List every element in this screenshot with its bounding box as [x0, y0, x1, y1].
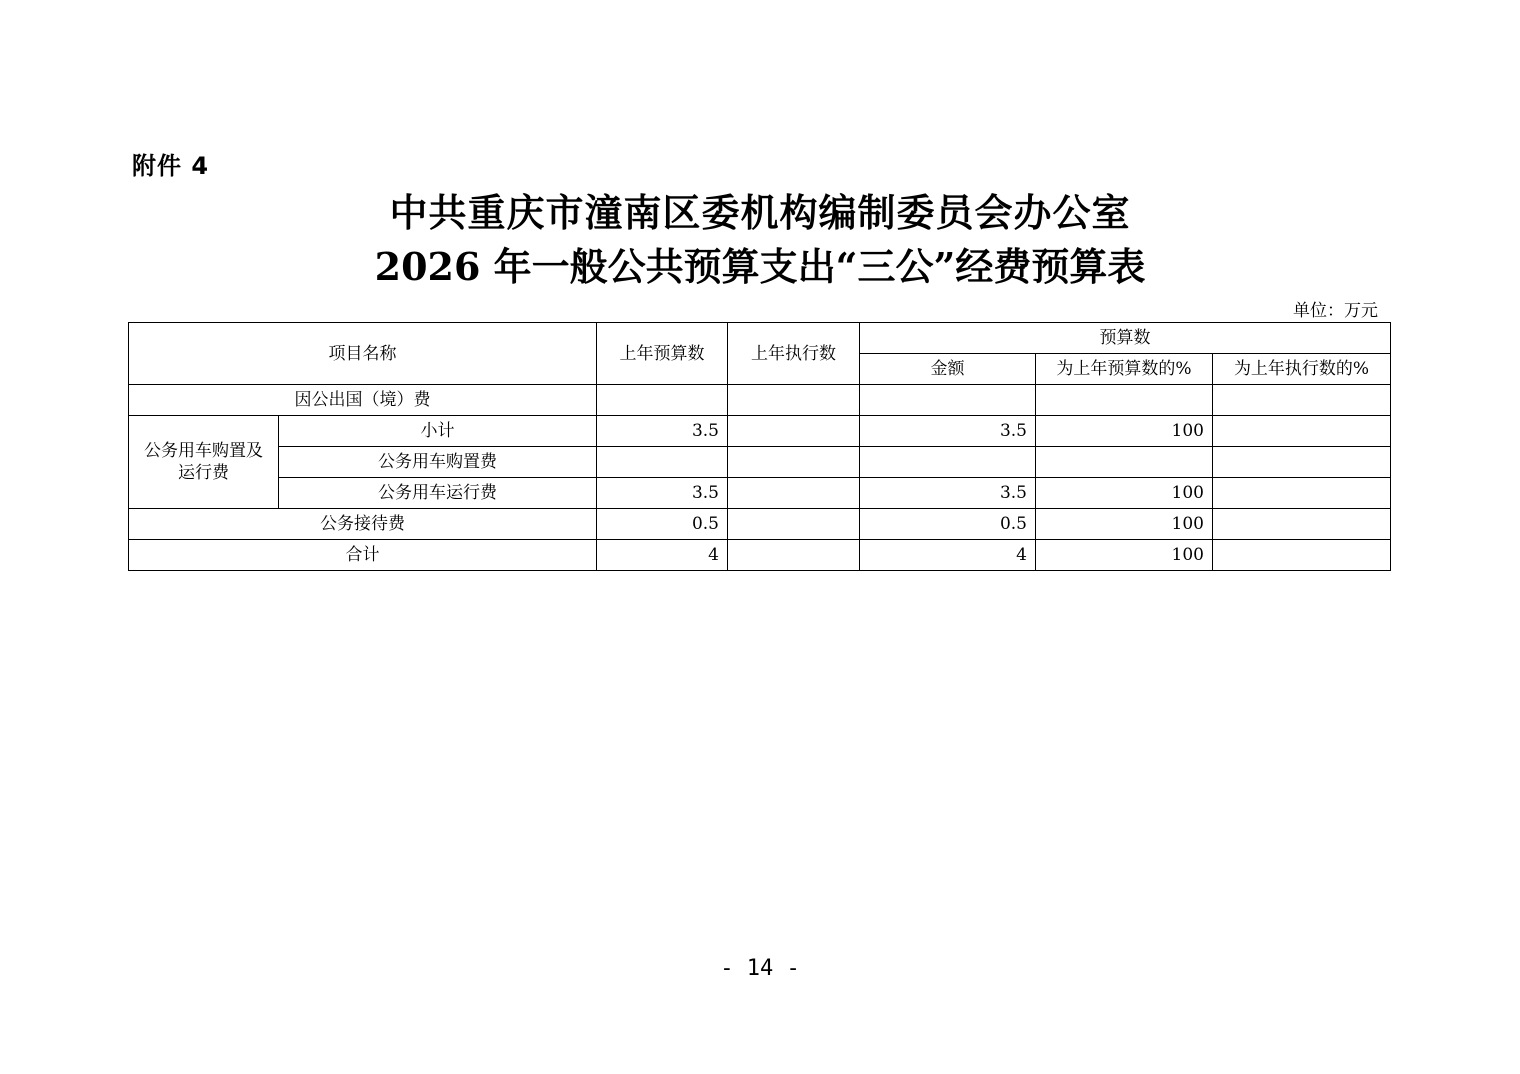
cell-amount: 4 — [860, 540, 1036, 571]
header-pct-prev-budget: 为上年预算数的% — [1036, 354, 1213, 385]
cell-prev-execution — [728, 416, 860, 447]
header-prev-execution: 上年执行数 — [728, 323, 860, 385]
cell-amount — [860, 447, 1036, 478]
header-pct-prev-execution: 为上年执行数的% — [1213, 354, 1391, 385]
cell-prev-execution — [728, 478, 860, 509]
cell-prev-execution — [728, 509, 860, 540]
page-number: - 14 - — [720, 956, 800, 981]
document-title-line-2: 2026 年一般公共预算支出“三公”经费预算表 — [374, 244, 1146, 289]
cell-prev-execution — [728, 540, 860, 571]
header-prev-budget: 上年预算数 — [597, 323, 728, 385]
cell-pct-budget — [1036, 385, 1213, 416]
cell-pct-execution — [1213, 385, 1391, 416]
row-name: 小计 — [279, 416, 597, 447]
cell-pct-execution — [1213, 447, 1391, 478]
row-name: 合计 — [129, 540, 597, 571]
cell-pct-budget — [1036, 447, 1213, 478]
cell-pct-budget: 100 — [1036, 509, 1213, 540]
table-row-vehicle-subtotal — [129, 416, 1391, 447]
table-row-overseas — [129, 385, 1391, 416]
cell-pct-budget: 100 — [1036, 416, 1213, 447]
unit-label: 单位：万元 — [1293, 301, 1378, 321]
cell-prev-budget — [597, 447, 728, 478]
table-row-vehicle-operation — [129, 478, 1391, 509]
cell-pct-execution — [1213, 478, 1391, 509]
vehicle-group-label: 公务用车购置及运行费 — [129, 416, 279, 509]
table-row-vehicle-purchase — [129, 447, 1391, 478]
budget-table — [128, 322, 1391, 571]
row-name: 公务用车运行费 — [279, 478, 597, 509]
table-row-total — [129, 540, 1391, 571]
cell-prev-execution — [728, 385, 860, 416]
cell-amount: 3.5 — [860, 416, 1036, 447]
header-item-name: 项目名称 — [129, 323, 597, 385]
cell-prev-execution — [728, 447, 860, 478]
row-name: 公务接待费 — [129, 509, 597, 540]
attachment-label: 附件 4 — [132, 152, 210, 180]
cell-pct-execution — [1213, 416, 1391, 447]
document-title-line-1: 中共重庆市潼南区委机构编制委员会办公室 — [389, 190, 1131, 235]
cell-pct-budget: 100 — [1036, 540, 1213, 571]
cell-prev-budget — [597, 385, 728, 416]
cell-prev-budget: 3.5 — [597, 416, 728, 447]
header-budget: 预算数 — [860, 323, 1391, 354]
row-name: 因公出国（境）费 — [129, 385, 597, 416]
cell-prev-budget: 4 — [597, 540, 728, 571]
cell-amount: 3.5 — [860, 478, 1036, 509]
table-row-reception — [129, 509, 1391, 540]
header-amount: 金额 — [860, 354, 1036, 385]
header-row-1 — [129, 323, 1391, 354]
cell-prev-budget: 3.5 — [597, 478, 728, 509]
cell-pct-budget: 100 — [1036, 478, 1213, 509]
row-name: 公务用车购置费 — [279, 447, 597, 478]
cell-pct-execution — [1213, 540, 1391, 571]
cell-amount — [860, 385, 1036, 416]
cell-prev-budget: 0.5 — [597, 509, 728, 540]
cell-pct-execution — [1213, 509, 1391, 540]
cell-amount: 0.5 — [860, 509, 1036, 540]
